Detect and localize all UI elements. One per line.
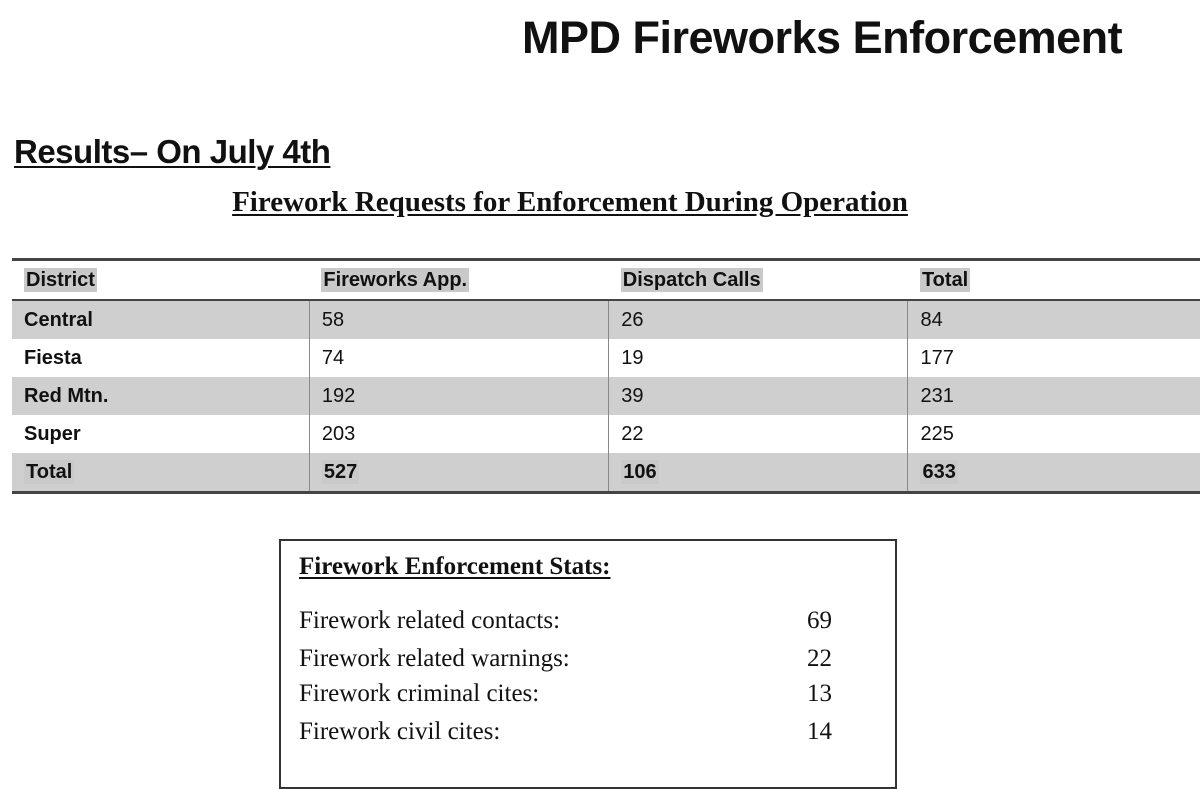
fireworks-app-cell: 192 xyxy=(309,377,608,415)
total-label-cell: Total xyxy=(12,453,309,493)
district-cell: Fiesta xyxy=(24,346,82,369)
table-row xyxy=(12,339,1200,377)
district-cell: Central xyxy=(12,300,309,339)
stat-label: Firework related contacts: xyxy=(299,607,561,634)
fireworks-app-cell: 203 xyxy=(309,415,608,453)
page-title: MPD Fireworks Enforcement xyxy=(522,12,1123,63)
total-cell: 231 xyxy=(908,377,1200,415)
dispatch-calls-total-cell: 106 xyxy=(609,453,908,493)
stat-label: Firework criminal cites: xyxy=(299,680,540,707)
column-header-district: District xyxy=(12,260,309,301)
dispatch-calls-cell: 19 xyxy=(609,339,908,377)
table-row xyxy=(12,377,1200,415)
dispatch-calls-cell: 39 xyxy=(609,377,908,415)
table-caption: Firework Requests for Enforcement During Operation xyxy=(232,186,908,218)
table-row xyxy=(12,415,1200,453)
grand-total-cell: 633 xyxy=(908,453,1200,493)
table-header-row xyxy=(12,260,1200,301)
district-cell: Red Mtn. xyxy=(12,377,309,415)
stat-value: 22 xyxy=(807,645,832,672)
stat-value: 13 xyxy=(807,680,832,707)
fireworks-app-cell: 74 xyxy=(309,339,608,377)
stat-value: 69 xyxy=(807,607,832,634)
stat-label: Firework related warnings: xyxy=(299,645,570,672)
stat-value: 14 xyxy=(807,718,832,745)
section-heading: Results– On July 4th xyxy=(14,133,331,170)
enforcement-requests-table xyxy=(12,258,1200,494)
fireworks-app-cell: 58 xyxy=(309,300,608,339)
district-cell: Super xyxy=(24,422,81,445)
column-header-total: Total xyxy=(908,260,1200,301)
total-cell: 225 xyxy=(908,415,1200,453)
dispatch-calls-cell: 22 xyxy=(609,415,908,453)
dispatch-calls-cell: 26 xyxy=(609,300,908,339)
column-header-dispatch-calls: Dispatch Calls xyxy=(609,260,908,301)
fireworks-app-total-cell: 527 xyxy=(309,453,608,493)
stat-label: Firework civil cites: xyxy=(299,718,501,745)
total-cell: 177 xyxy=(908,339,1200,377)
stats-title: Firework Enforcement Stats: xyxy=(299,553,611,580)
table-row xyxy=(12,300,1200,339)
enforcement-stats-box xyxy=(279,539,897,789)
table-total-row xyxy=(12,453,1200,493)
total-cell: 84 xyxy=(908,300,1200,339)
column-header-fireworks-app: Fireworks App. xyxy=(309,260,608,301)
